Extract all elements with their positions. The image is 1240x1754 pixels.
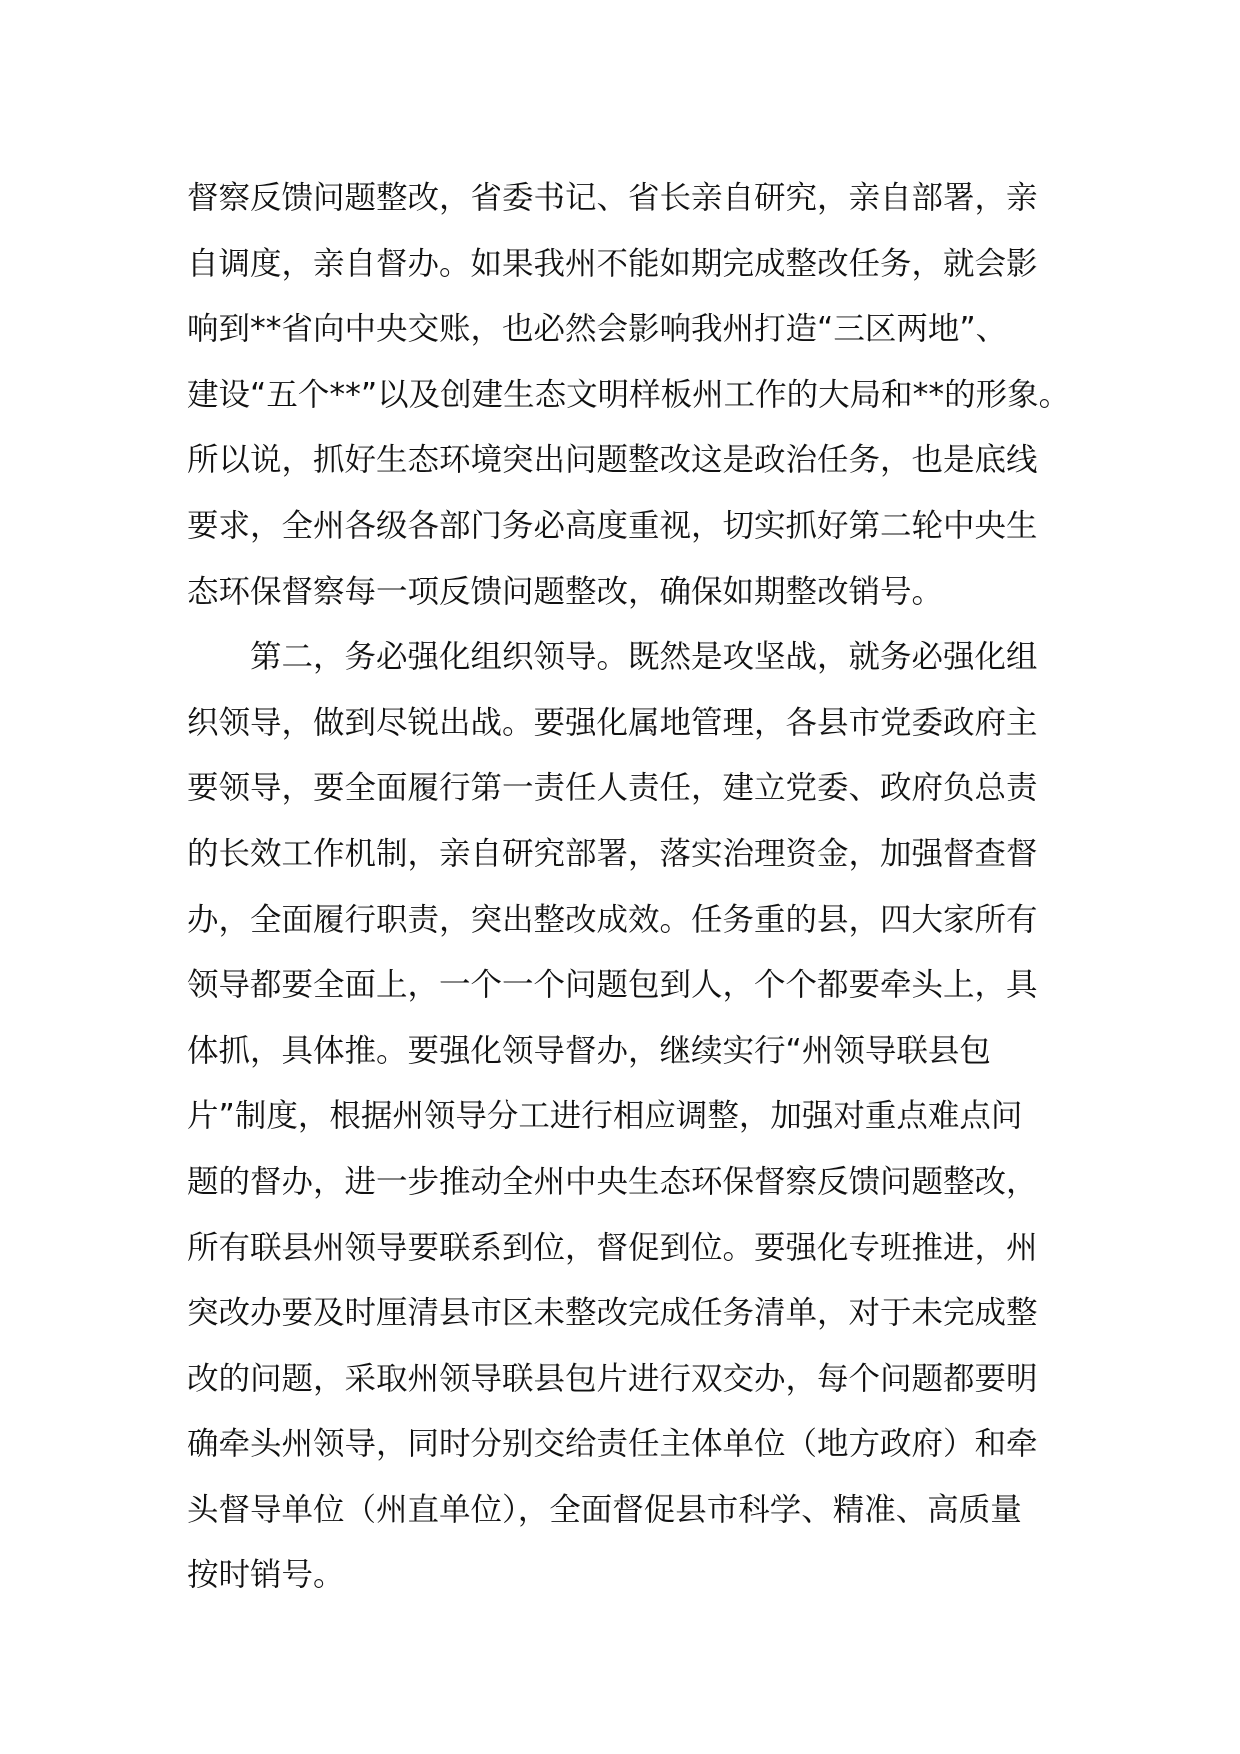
text-line: 建设“五个**”以及创建生态文明样板州工作的大局和**的形象。	[187, 376, 1071, 413]
document-body	[187, 166, 1071, 1609]
text-line: 改的问题，采取州领导联县包片进行双交办，每个问题都要明	[187, 1360, 1038, 1397]
text-line: 办，全面履行职责，突出整改成效。任务重的县，四大家所有	[187, 901, 1038, 938]
text-line: 所以说，抓好生态环境突出问题整改这是政治任务，也是底线	[187, 442, 1038, 479]
text-line: 态环保督察每一项反馈问题整改，确保如期整改销号。	[187, 573, 944, 610]
text-line: 片”制度，根据州领导分工进行相应调整，加强对重点难点问	[187, 1098, 1023, 1135]
text-line: 要求，全州各级各部门务必高度重视，切实抓好第二轮中央生	[187, 507, 1038, 544]
text-line: 领导都要全面上，一个一个问题包到人，个个都要牵头上，具	[187, 967, 1038, 1004]
text-line: 督察反馈问题整改，省委书记、省长亲自研究，亲自部署，亲	[187, 180, 1038, 216]
paragraph-first-line: 第二，务必强化组织领导。既然是攻坚战，就务必强化组	[250, 639, 1038, 676]
text-line: 体抓，具体推。要强化领导督办，继续实行“州领导联县包	[187, 1032, 991, 1069]
text-line: 织领导，做到尽锐出战。要强化属地管理，各县市党委政府主	[187, 704, 1038, 741]
text-line: 题的督办，进一步推动全州中央生态环保督察反馈问题整改，	[187, 1163, 1038, 1200]
text-line: 的长效工作机制，亲自研究部署，落实治理资金，加强督查督	[187, 835, 1038, 872]
text-line: 要领导，要全面履行第一责任人责任，建立党委、政府负总责	[187, 770, 1038, 807]
text-line: 头督导单位（州直单位），全面督促县市科学、精准、高质量	[187, 1491, 1022, 1528]
text-line: 确牵头州领导，同时分别交给责任主体单位（地方政府）和牵	[187, 1426, 1038, 1463]
text-line: 所有联县州领导要联系到位，督促到位。要强化专班推进，州	[187, 1229, 1038, 1266]
text-line: 按时销号。	[187, 1557, 345, 1594]
text-line: 突改办要及时厘清县市区未整改完成任务清单，对于未完成整	[187, 1295, 1038, 1332]
text-line: 响到**省向中央交账，也必然会影响我州打造“三区两地”、	[187, 311, 1008, 348]
text-line: 自调度，亲自督办。如果我州不能如期完成整改任务，就会影	[187, 245, 1038, 282]
